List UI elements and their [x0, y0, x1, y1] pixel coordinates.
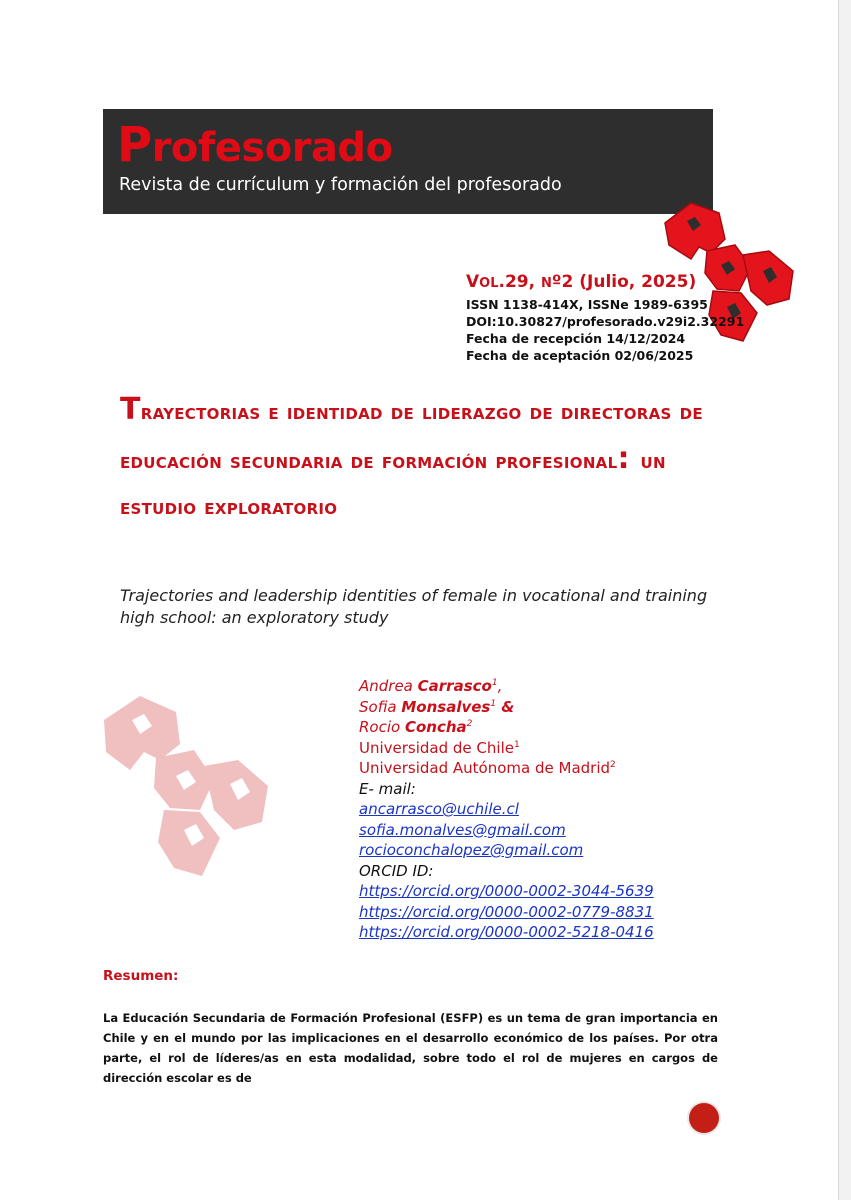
orcid-label: ORCID ID: — [359, 861, 434, 880]
institution-2: Universidad Autónoma de Madrid$^2$ — [359, 759, 616, 777]
email-link[interactable]: ancarrasco@uchile.cl — [359, 800, 519, 818]
volume-info: VOL.29, Nº2 (Julio, 2025) — [466, 272, 697, 292]
journal-banner — [103, 109, 713, 214]
accepted-date: Fecha de aceptación 02/06/2025 — [466, 348, 694, 363]
journal-subtitle: Revista de currículum y formación del profesorado — [119, 175, 562, 195]
institution-1: Universidad de Chile$^1$ — [359, 738, 520, 757]
article-meta — [466, 271, 744, 364]
author-3: Rocio Concha$^2$ — [359, 718, 473, 736]
page-edge — [838, 0, 839, 1200]
journal-name: Profesorado — [117, 117, 393, 173]
doi: DOI:10.30827/profesorado.v29i2.32291 — [466, 314, 745, 329]
abstract-heading: Resumen: — [103, 968, 179, 984]
abstract-text: La Educación Secundaria de Formación Profesional (ESFP) es un tema de gran importancia en Chile y en el mundo por las implicaciones en el desarrollo económico de los países. Por otra parte, el rol de líderes/as en esta modalidad, sobre todo el rol de mujeres en cargos de dirección escolar es de — [103, 1011, 718, 1085]
author-2: Sofia Monsalves$^1$ & — [359, 697, 515, 716]
article-title: Trayectorias e identidad de liderazgo de directoras de educación secundaria de formación profesional: un estudio exploratorio — [120, 392, 703, 520]
author-1: Andrea Carrasco$^1$, — [359, 677, 503, 695]
orcid-link[interactable]: https://orcid.org/0000-0002-0779-8831 — [359, 902, 654, 921]
email-link[interactable]: sofia.monalves@gmail.com — [359, 820, 566, 839]
issn: ISSN 1138-414X, ISSNe 1989-6395 — [466, 297, 708, 312]
email-label: E- mail: — [359, 779, 416, 798]
author-block — [359, 676, 654, 943]
received-date: Fecha de recepción 14/12/2024 — [466, 331, 686, 346]
watermark-logo-icon — [100, 690, 300, 890]
page-indicator-dot[interactable] — [689, 1103, 719, 1133]
orcid-link[interactable]: https://orcid.org/0000-0002-3044-5639 — [359, 882, 654, 900]
orcid-link[interactable]: https://orcid.org/0000-0002-5218-0416 — [359, 923, 654, 941]
english-title: Trajectories and leadership identities of female in vocational and training high school: an exploratory study — [120, 586, 708, 627]
email-link[interactable]: rocioconchalopez@gmail.com — [359, 841, 584, 859]
